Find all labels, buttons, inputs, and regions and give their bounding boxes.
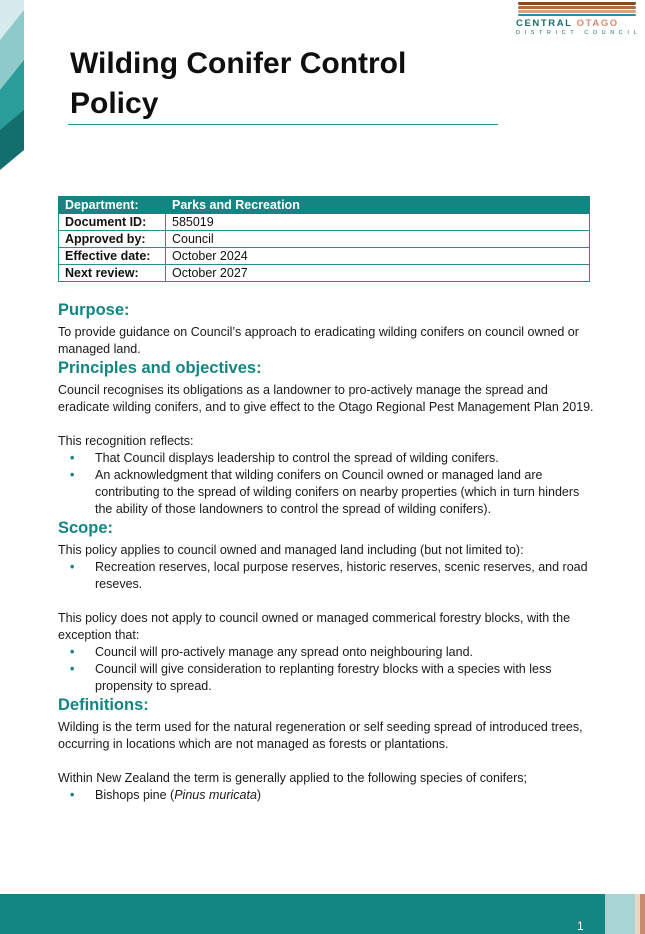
purpose-text: To provide guidance on Council’s approach to eradicating wilding conifers on council owned or managed land. bbox=[58, 325, 579, 356]
table-row bbox=[59, 248, 590, 265]
page-title: Wilding Conifer Control Policy bbox=[70, 47, 407, 120]
scope-exception-list bbox=[58, 644, 598, 695]
purpose-heading: Purpose: bbox=[58, 301, 130, 319]
row-key: Document ID: bbox=[59, 214, 166, 231]
policy-body bbox=[58, 300, 598, 804]
scope-text: This policy applies to council owned and managed land including (but not limited to): bbox=[58, 543, 524, 557]
row-value: Parks and Recreation bbox=[166, 197, 590, 214]
bullet-icon: • bbox=[70, 662, 75, 676]
principles-text: Council recognises its obligations as a landowner to pro-actively manage the spread and eradicate wilding conifers, and to give effect to the Otago Regional Pest Management Plan 2019. bbox=[58, 383, 594, 414]
left-decorative-stripes bbox=[0, 0, 24, 170]
logo-word-central: CENTRAL bbox=[516, 18, 573, 29]
table-row bbox=[59, 265, 590, 282]
bullet-icon: • bbox=[70, 451, 75, 465]
page-number: 1 bbox=[577, 919, 584, 933]
footer-accent-block bbox=[640, 894, 645, 934]
definitions-text-2: Within New Zealand the term is generally applied to the following species of conifers; bbox=[58, 771, 527, 785]
row-value: 585019 bbox=[166, 214, 590, 231]
principles-list bbox=[58, 450, 598, 518]
footer-accent-block bbox=[605, 894, 635, 934]
bullet-icon: • bbox=[70, 645, 75, 659]
row-value: Council bbox=[166, 231, 590, 248]
row-key: Next review: bbox=[59, 265, 166, 282]
bullet-icon: • bbox=[70, 788, 75, 802]
list-item: • Bishops pine (Pinus muricata) bbox=[70, 788, 262, 802]
footer-bar bbox=[0, 894, 605, 934]
document-info-table bbox=[58, 196, 590, 282]
list-item: • Recreation reserves, local purpose reserves, historic reserves, scenic reserves, and road reseves. bbox=[70, 560, 588, 591]
table-row bbox=[59, 231, 590, 248]
scope-heading: Scope: bbox=[58, 519, 114, 537]
definitions-heading: Definitions: bbox=[58, 696, 149, 714]
logo-word-otago: OTAGO bbox=[576, 18, 619, 29]
list-item: • Council will pro-actively manage any spread onto neighbouring land. bbox=[70, 645, 474, 659]
title-divider bbox=[68, 124, 498, 125]
scope-list bbox=[58, 559, 598, 593]
council-logo bbox=[510, 0, 645, 40]
row-key: Department: bbox=[59, 197, 166, 214]
row-key: Effective date: bbox=[59, 248, 166, 265]
table-row bbox=[59, 197, 590, 214]
principles-heading: Principles and objectives: bbox=[58, 359, 262, 377]
row-value: October 2024 bbox=[166, 248, 590, 265]
bullet-icon: • bbox=[70, 468, 75, 482]
row-key: Approved by: bbox=[59, 231, 166, 248]
bullet-icon: • bbox=[70, 560, 75, 574]
species-list bbox=[58, 787, 598, 804]
principles-intro: This recognition reflects: bbox=[58, 434, 194, 448]
row-value: October 2027 bbox=[166, 265, 590, 282]
logo-subtitle: DISTRICT COUNCIL bbox=[516, 30, 642, 36]
list-item: • That Council displays leadership to control the spread of wilding conifers. bbox=[70, 451, 499, 465]
list-item: • Council will give consideration to replanting forestry blocks with a species with less propensity to spread. bbox=[70, 662, 552, 693]
list-item: • An acknowledgment that wilding conifers on Council owned or managed land are contributing to the spread of wilding conifers on nearby properties (which in turn hinders the ability of those landowners to control the spread of wilding conifers). bbox=[70, 468, 580, 516]
table-row bbox=[59, 214, 590, 231]
scope-exception-text: This policy does not apply to council owned or managed commerical forestry blocks, with the exception that: bbox=[58, 611, 571, 642]
definitions-text: Wilding is the term used for the natural regeneration or self seeding spread of introduced trees, occurring in locations which are not managed as forests or plantations. bbox=[58, 720, 583, 751]
